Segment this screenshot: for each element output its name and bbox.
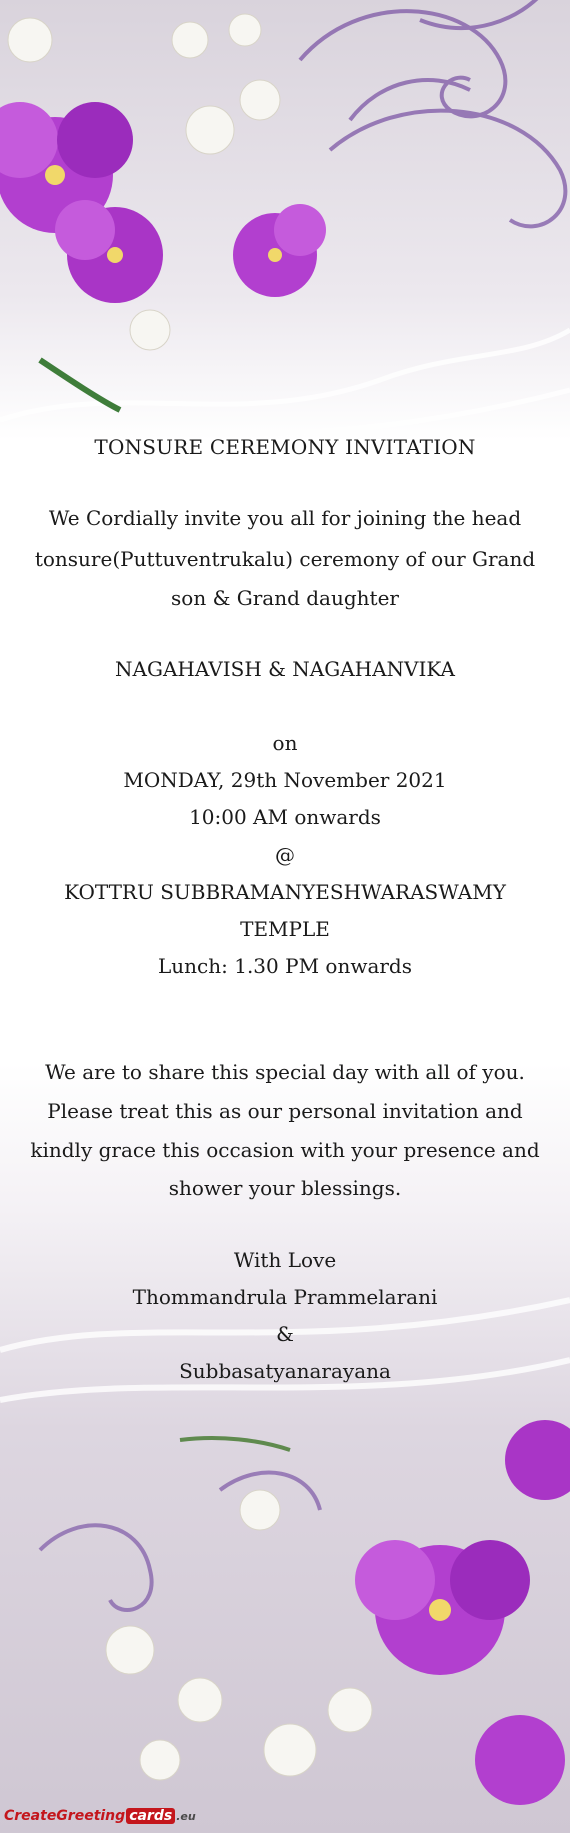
event-date: MONDAY, 29th November 2021 [123,768,447,792]
venue-line-1: KOTTRU SUBBRAMANYESHWARASWAMY [64,880,506,904]
message-line-4: shower your blessings. [168,1176,402,1200]
sign-off: With Love [233,1248,337,1272]
purple-flower-medium [55,200,163,303]
host-name-2: Subbasatyanarayana [179,1359,391,1383]
logo-text-domain: .eu [176,1809,196,1823]
intro-line-2: tonsure(Puttuventrukalu) ceremony of our Grand [34,547,536,571]
host-ampersand: & [276,1322,294,1346]
logo-text-box: cards [126,1808,175,1824]
intro-line-3: son & Grand daughter [171,586,399,610]
children-names: NAGAHAVISH & NAGAHANVIKA [115,657,455,681]
purple-flower-bottom-large [355,1540,530,1675]
message-line-2: Please treat this as our personal invitation and [47,1099,523,1123]
on-label: on [272,731,298,755]
host-name-1: Thommandrula Prammelarani [132,1285,438,1309]
message-line-3: kindly grace this occasion with your presence and [30,1138,540,1162]
white-blossoms-bottom [106,1490,372,1780]
venue-line-2: TEMPLE [240,917,330,941]
intro-line-1: We Cordially invite you all for joining the head [48,506,522,530]
leaf-bottom [180,1438,290,1450]
lunch-time: Lunch: 1.30 PM onwards [158,954,412,978]
at-symbol: @ [275,843,295,867]
invitation-title: TONSURE CEREMONY INVITATION [94,435,476,459]
event-time: 10:00 AM onwards [189,805,381,829]
site-watermark-logo[interactable] [4,1803,196,1829]
floral-decoration-top [0,0,570,470]
message-line-1: We are to share this special day with all of you. [45,1060,525,1084]
purple-flower-right [233,204,326,297]
logo-text-main: CreateGreeting [4,1808,126,1824]
